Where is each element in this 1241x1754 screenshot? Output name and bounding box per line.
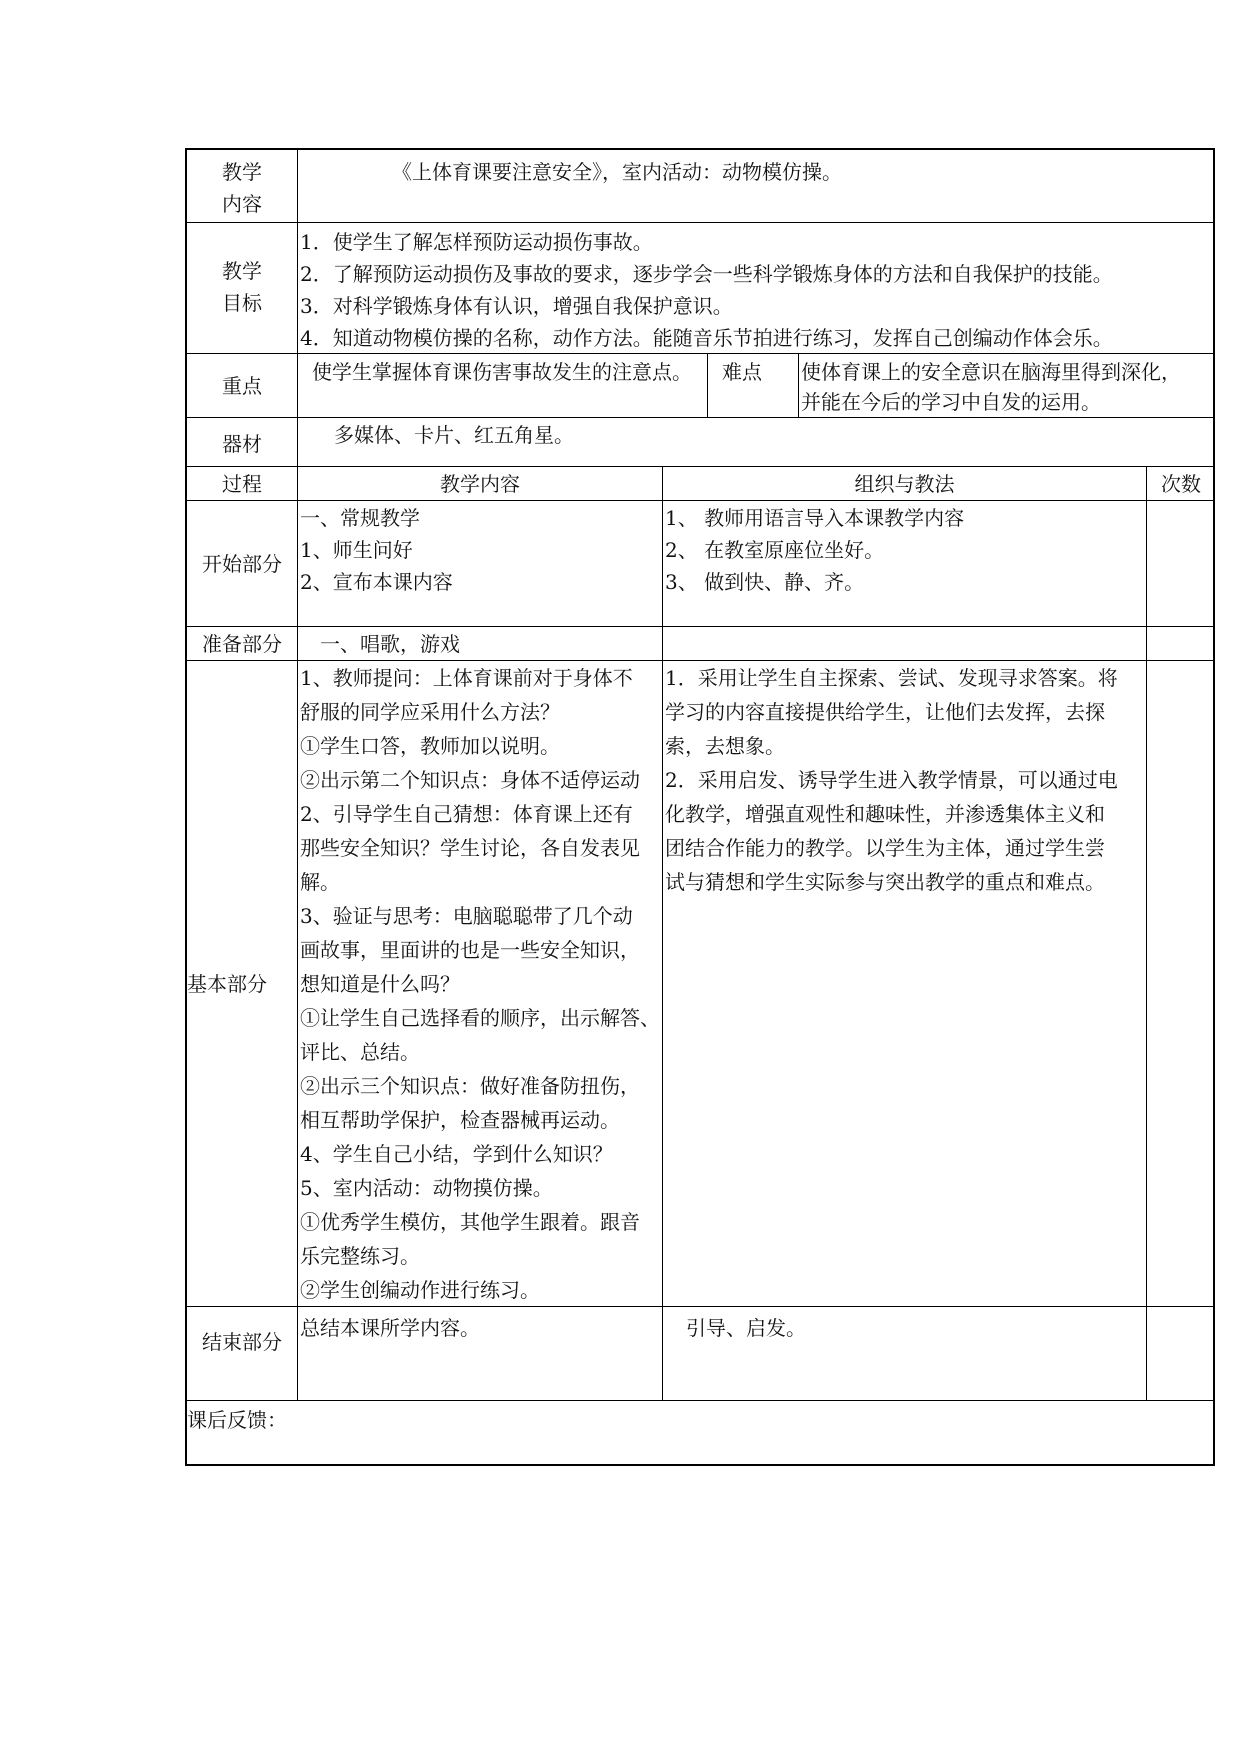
end-content-text: 总结本课所学内容。 — [300, 1316, 480, 1340]
basic-method-line: 团结合作能力的教学。以学生为主体，通过学生尝 — [665, 836, 1105, 860]
basic-content-line: ①优秀学生模仿，其他学生跟着。跟音 — [300, 1210, 640, 1234]
column-divider — [1146, 466, 1147, 1400]
teaching-content-text: 《上体育课要注意安全》，室内活动：动物模仿操。 — [392, 160, 842, 184]
label-teaching-content: 教学 内容 — [222, 160, 262, 216]
header-teaching-content: 教学内容 — [440, 472, 520, 496]
start-content-line: 一、常规教学 — [300, 506, 420, 530]
basic-method-line: 1．采用让学生自主探索、尝试、发现寻求答案。将 — [665, 666, 1118, 690]
label-prepare-part: 准备部分 — [202, 632, 282, 656]
row-divider — [185, 500, 1215, 501]
basic-content-line: ①学生口答，教师加以说明。 — [300, 734, 560, 758]
goal-item: 1．使学生了解怎样预防运动损伤事故。 — [300, 230, 653, 254]
basic-content-line: ②出示三个知识点：做好准备防扭伤， — [300, 1074, 640, 1098]
basic-content-line: 1、教师提问：上体育课前对于身体不 — [300, 666, 633, 690]
basic-content-line: 评比、总结。 — [300, 1040, 420, 1064]
basic-content-line: 想知道是什么吗？ — [300, 972, 460, 996]
goal-item: 2．了解预防运动损伤及事故的要求，逐步学会一些科学锻炼身体的方法和自我保护的技能。 — [300, 262, 1113, 286]
basic-method-line: 索，去想象。 — [665, 734, 785, 758]
prepare-content-text: 一、唱歌，游戏 — [320, 632, 460, 656]
goal-item: 4．知道动物模仿操的名称，动作方法。能随音乐节拍进行练习，发挥自己创编动作体会乐。 — [300, 326, 1113, 350]
basic-content-line: 4、学生自己小结，学到什么知识？ — [300, 1142, 613, 1166]
label-focus: 重点 — [222, 374, 262, 398]
label-equipment: 器材 — [222, 432, 262, 456]
equipment-text: 多媒体、卡片、红五角星。 — [334, 423, 574, 447]
label-end-part: 结束部分 — [202, 1330, 282, 1354]
basic-content-line: 2、引导学生自己猜想：体育课上还有 — [300, 802, 633, 826]
basic-content-line: 那些安全知识？学生讨论，各自发表见 — [300, 836, 640, 860]
start-method-line: 3、 做到快、静、齐。 — [665, 570, 865, 594]
goal-item: 3．对科学锻炼身体有认识，增强自我保护意识。 — [300, 294, 733, 318]
end-method-text: 引导、启发。 — [686, 1316, 806, 1340]
label-start-part: 开始部分 — [202, 552, 282, 576]
row-divider — [185, 222, 1215, 223]
basic-content-line: 乐完整练习。 — [300, 1244, 420, 1268]
label-feedback: 课后反馈： — [187, 1408, 287, 1432]
basic-content-line: 解。 — [300, 870, 340, 894]
basic-content-line: 5、室内活动：动物摸仿操。 — [300, 1176, 553, 1200]
column-divider — [707, 353, 708, 417]
row-divider — [185, 660, 1215, 661]
row-divider — [185, 1400, 1215, 1401]
label-teaching-goals: 教学 目标 — [222, 259, 262, 315]
row-divider — [185, 626, 1215, 627]
basic-method-line: 2．采用启发、诱导学生进入教学情景，可以通过电 — [665, 768, 1118, 792]
basic-method-line: 化教学，增强直观性和趣味性，并渗透集体主义和 — [665, 802, 1105, 826]
row-divider — [185, 1306, 1215, 1307]
difficulty-text: 并能在今后的学习中自发的运用。 — [801, 390, 1101, 414]
column-divider — [662, 466, 663, 1400]
row-divider — [185, 466, 1215, 467]
header-count: 次数 — [1161, 472, 1201, 496]
basic-content-line: ①让学生自己选择看的顺序，出示解答、 — [300, 1006, 660, 1030]
basic-content-line: 相互帮助学保护，检查器械再运动。 — [300, 1108, 620, 1132]
focus-text: 使学生掌握体育课伤害事故发生的注意点。 — [312, 360, 692, 384]
header-organization: 组织与教法 — [854, 472, 955, 496]
basic-content-line: ②出示第二个知识点：身体不适停运动 — [300, 768, 640, 792]
basic-content-line: 画故事，里面讲的也是一些安全知识， — [300, 938, 640, 962]
header-process: 过程 — [222, 472, 262, 496]
basic-content-line: 3、验证与思考：电脑聪聪带了几个动 — [300, 904, 633, 928]
start-method-line: 1、 教师用语言导入本课教学内容 — [665, 506, 965, 530]
basic-method-line: 学习的内容直接提供给学生，让他们去发挥，去探 — [665, 700, 1105, 724]
basic-content-line: 舒服的同学应采用什么方法？ — [300, 700, 560, 724]
column-divider — [798, 353, 799, 417]
basic-method-line: 试与猜想和学生实际参与突出教学的重点和难点。 — [665, 870, 1105, 894]
basic-content-line: ②学生创编动作进行练习。 — [300, 1278, 540, 1302]
start-method-line: 2、 在教室原座位坐好。 — [665, 538, 885, 562]
column-divider — [297, 148, 298, 1400]
label-basic-part: 基本部分 — [187, 972, 267, 996]
start-content-line: 2、宣布本课内容 — [300, 570, 453, 594]
start-content-line: 1、师生问好 — [300, 538, 413, 562]
label-difficulty: 难点 — [722, 360, 762, 384]
difficulty-text: 使体育课上的安全意识在脑海里得到深化， — [801, 360, 1181, 384]
